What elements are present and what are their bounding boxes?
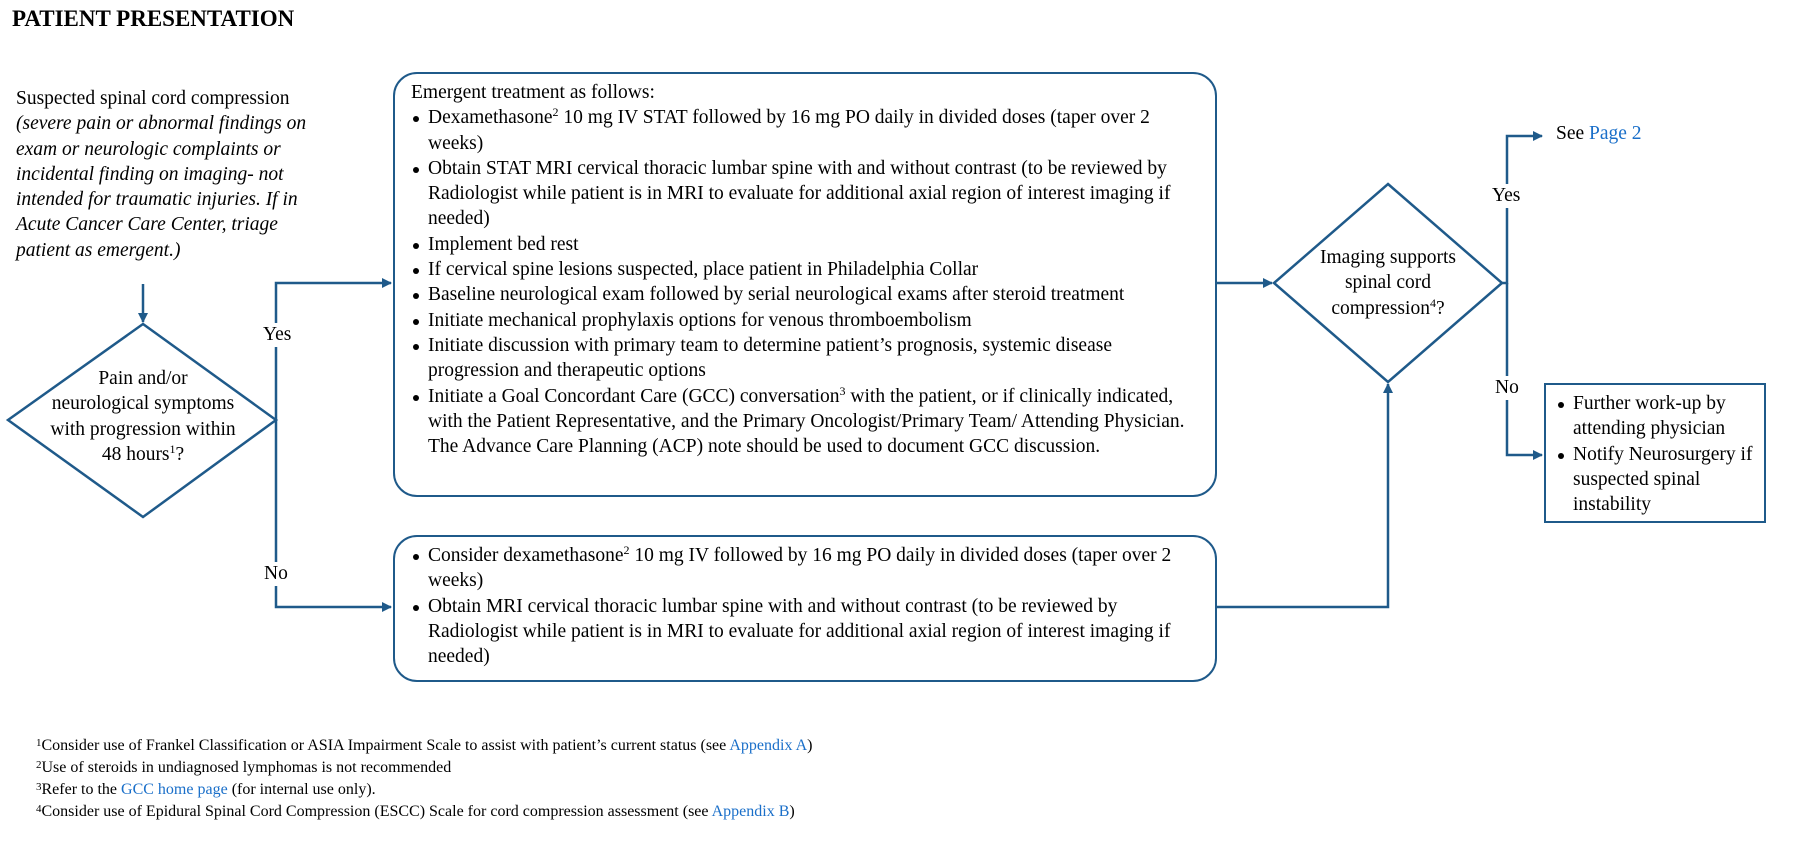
page-title: PATIENT PRESENTATION: [12, 6, 295, 31]
item-text: Initiate a Goal Concordant Care (GCC) conversation: [428, 385, 840, 407]
list-item: Notify Neurosurgery if suspected spinal instability: [1556, 442, 1758, 518]
footnote-ref: 4: [1429, 295, 1436, 310]
footnote-text: ): [789, 803, 795, 820]
label-no-1: No: [264, 563, 288, 584]
list-item: [411, 308, 1203, 333]
footnote-ref: 1: [169, 441, 176, 456]
footnote-text: Refer to the: [41, 781, 122, 798]
item-text: Consider dexamethasone: [428, 545, 624, 566]
footnote-ref: 2: [623, 543, 630, 557]
footnote-text: ): [807, 737, 813, 754]
footnote-link[interactable]: GCC home page: [121, 781, 228, 798]
page-2-link[interactable]: Page 2: [1589, 123, 1642, 144]
item-text: Baseline neurological exam followed by serial neurological exams after steroid treatment: [428, 284, 1125, 306]
footnote: [36, 735, 812, 757]
footnote-text: (for internal use only).: [227, 781, 376, 798]
footnote-number: 2: [36, 759, 42, 771]
item-text: 10 mg IV STAT followed by 16 mg PO daily in divided doses (taper over 2 weeks): [428, 107, 1150, 154]
item-text: Initiate mechanical prophylaxis options for venous thromboembolism: [428, 309, 972, 331]
label-yes-2: Yes: [1492, 185, 1521, 206]
arrow-yes-to-page2: [1502, 136, 1542, 283]
item-text: Obtain STAT MRI cervical thoracic lumbar spine with and without contrast (to be reviewed by Radiologist while patient is in MRI to evaluate for additional axial region of interest imaging if needed): [428, 157, 1171, 230]
presentation-heading: Suspected spinal cord compression: [16, 88, 290, 109]
list-item: [411, 282, 1203, 307]
label-yes-1: Yes: [263, 324, 292, 345]
footnote: [36, 757, 812, 779]
arrow-no-to-workup: [1507, 283, 1542, 455]
list-item: [411, 156, 1203, 232]
footnote-number: 3: [36, 781, 42, 793]
arrow-yes-to-emergent: [276, 283, 391, 420]
presentation-detail: (severe pain or abnormal findings on exam or neurologic complaints or incidental finding on imaging- not intended for traumatic injuries. If in Acute Cancer Care Center, triage patient as emergent.): [16, 113, 307, 261]
footnote-link[interactable]: Appendix B: [711, 803, 790, 820]
footnote-ref: 2: [552, 105, 559, 120]
item-text: Obtain MRI cervical thoracic lumbar spine with and without contrast (to be reviewed by Radiologist while patient is in MRI to evaluate for additional axial region of interest imaging if needed): [428, 595, 1171, 668]
no-compression-box: [1544, 383, 1766, 523]
item-text: If cervical spine lesions suspected, place patient in Philadelphia Collar: [428, 259, 979, 281]
item-text: 10 mg IV followed by 16 mg PO daily in divided doses (taper over 2 weeks): [428, 545, 1172, 592]
nonemergent-treatment-box: [393, 535, 1217, 682]
item-text: with the patient, or if clinically indicated, with the Patient Representative, and the Primary Oncologist/Primary Team/ Attending Physician. The Advance Care Planning (ACP) note should be used to document GCC discussion.: [428, 385, 1185, 458]
item-text: Dexamethasone: [428, 107, 553, 129]
label-no-2: No: [1495, 377, 1519, 398]
decision-question: Imaging supports spinal cord compression: [1320, 247, 1456, 319]
arrow-nonemergent-to-imaging: [1217, 384, 1388, 607]
emergent-heading: Emergent treatment as follows:: [411, 82, 655, 103]
list-item: [411, 333, 1203, 384]
list-item: [411, 257, 1203, 282]
emergent-list: [411, 105, 1203, 459]
see-page-2: [1556, 123, 1642, 145]
nonemergent-list: [411, 543, 1203, 669]
footnote-text: Consider use of Frankel Classification or ASIA Impairment Scale to assist with patient’s current status (see: [41, 737, 730, 754]
list-item: [411, 594, 1203, 670]
list-item: [411, 384, 1203, 460]
question-mark: ?: [175, 443, 185, 465]
footnote-text: Consider use of Epidural Spinal Cord Compression (ESCC) Scale for cord compression assessment (see: [41, 803, 712, 820]
footnote-link[interactable]: Appendix A: [729, 737, 808, 754]
item-text: Initiate discussion with primary team to determine patient’s prognosis, systemic disease progression and therapeutic options: [428, 334, 1112, 382]
question-mark: ?: [1435, 297, 1445, 319]
decision-imaging-text: [1298, 245, 1478, 321]
footnote-ref: 3: [839, 383, 846, 398]
footnote-number: 1: [36, 737, 42, 749]
decision-progression-text: [48, 366, 238, 467]
presentation-text: [16, 86, 336, 263]
footnotes: [36, 735, 812, 823]
footnote-number: 4: [36, 803, 42, 815]
arrow-no-to-nonemergent: [276, 420, 391, 607]
see-label: See: [1556, 123, 1590, 144]
footnote-text: Use of steroids in undiagnosed lymphomas is not recommended: [41, 759, 452, 776]
footnote: [36, 779, 812, 801]
footnote: [36, 801, 812, 823]
list-item: [411, 105, 1203, 156]
list-item: [411, 543, 1203, 594]
emergent-treatment-box: [393, 72, 1217, 497]
decision-question: Pain and/or neurological symptoms with progression within 48 hours: [50, 368, 236, 465]
list-item: Further work-up by attending physician: [1556, 391, 1758, 442]
item-text: Implement bed rest: [428, 233, 579, 255]
list-item: [411, 232, 1203, 257]
